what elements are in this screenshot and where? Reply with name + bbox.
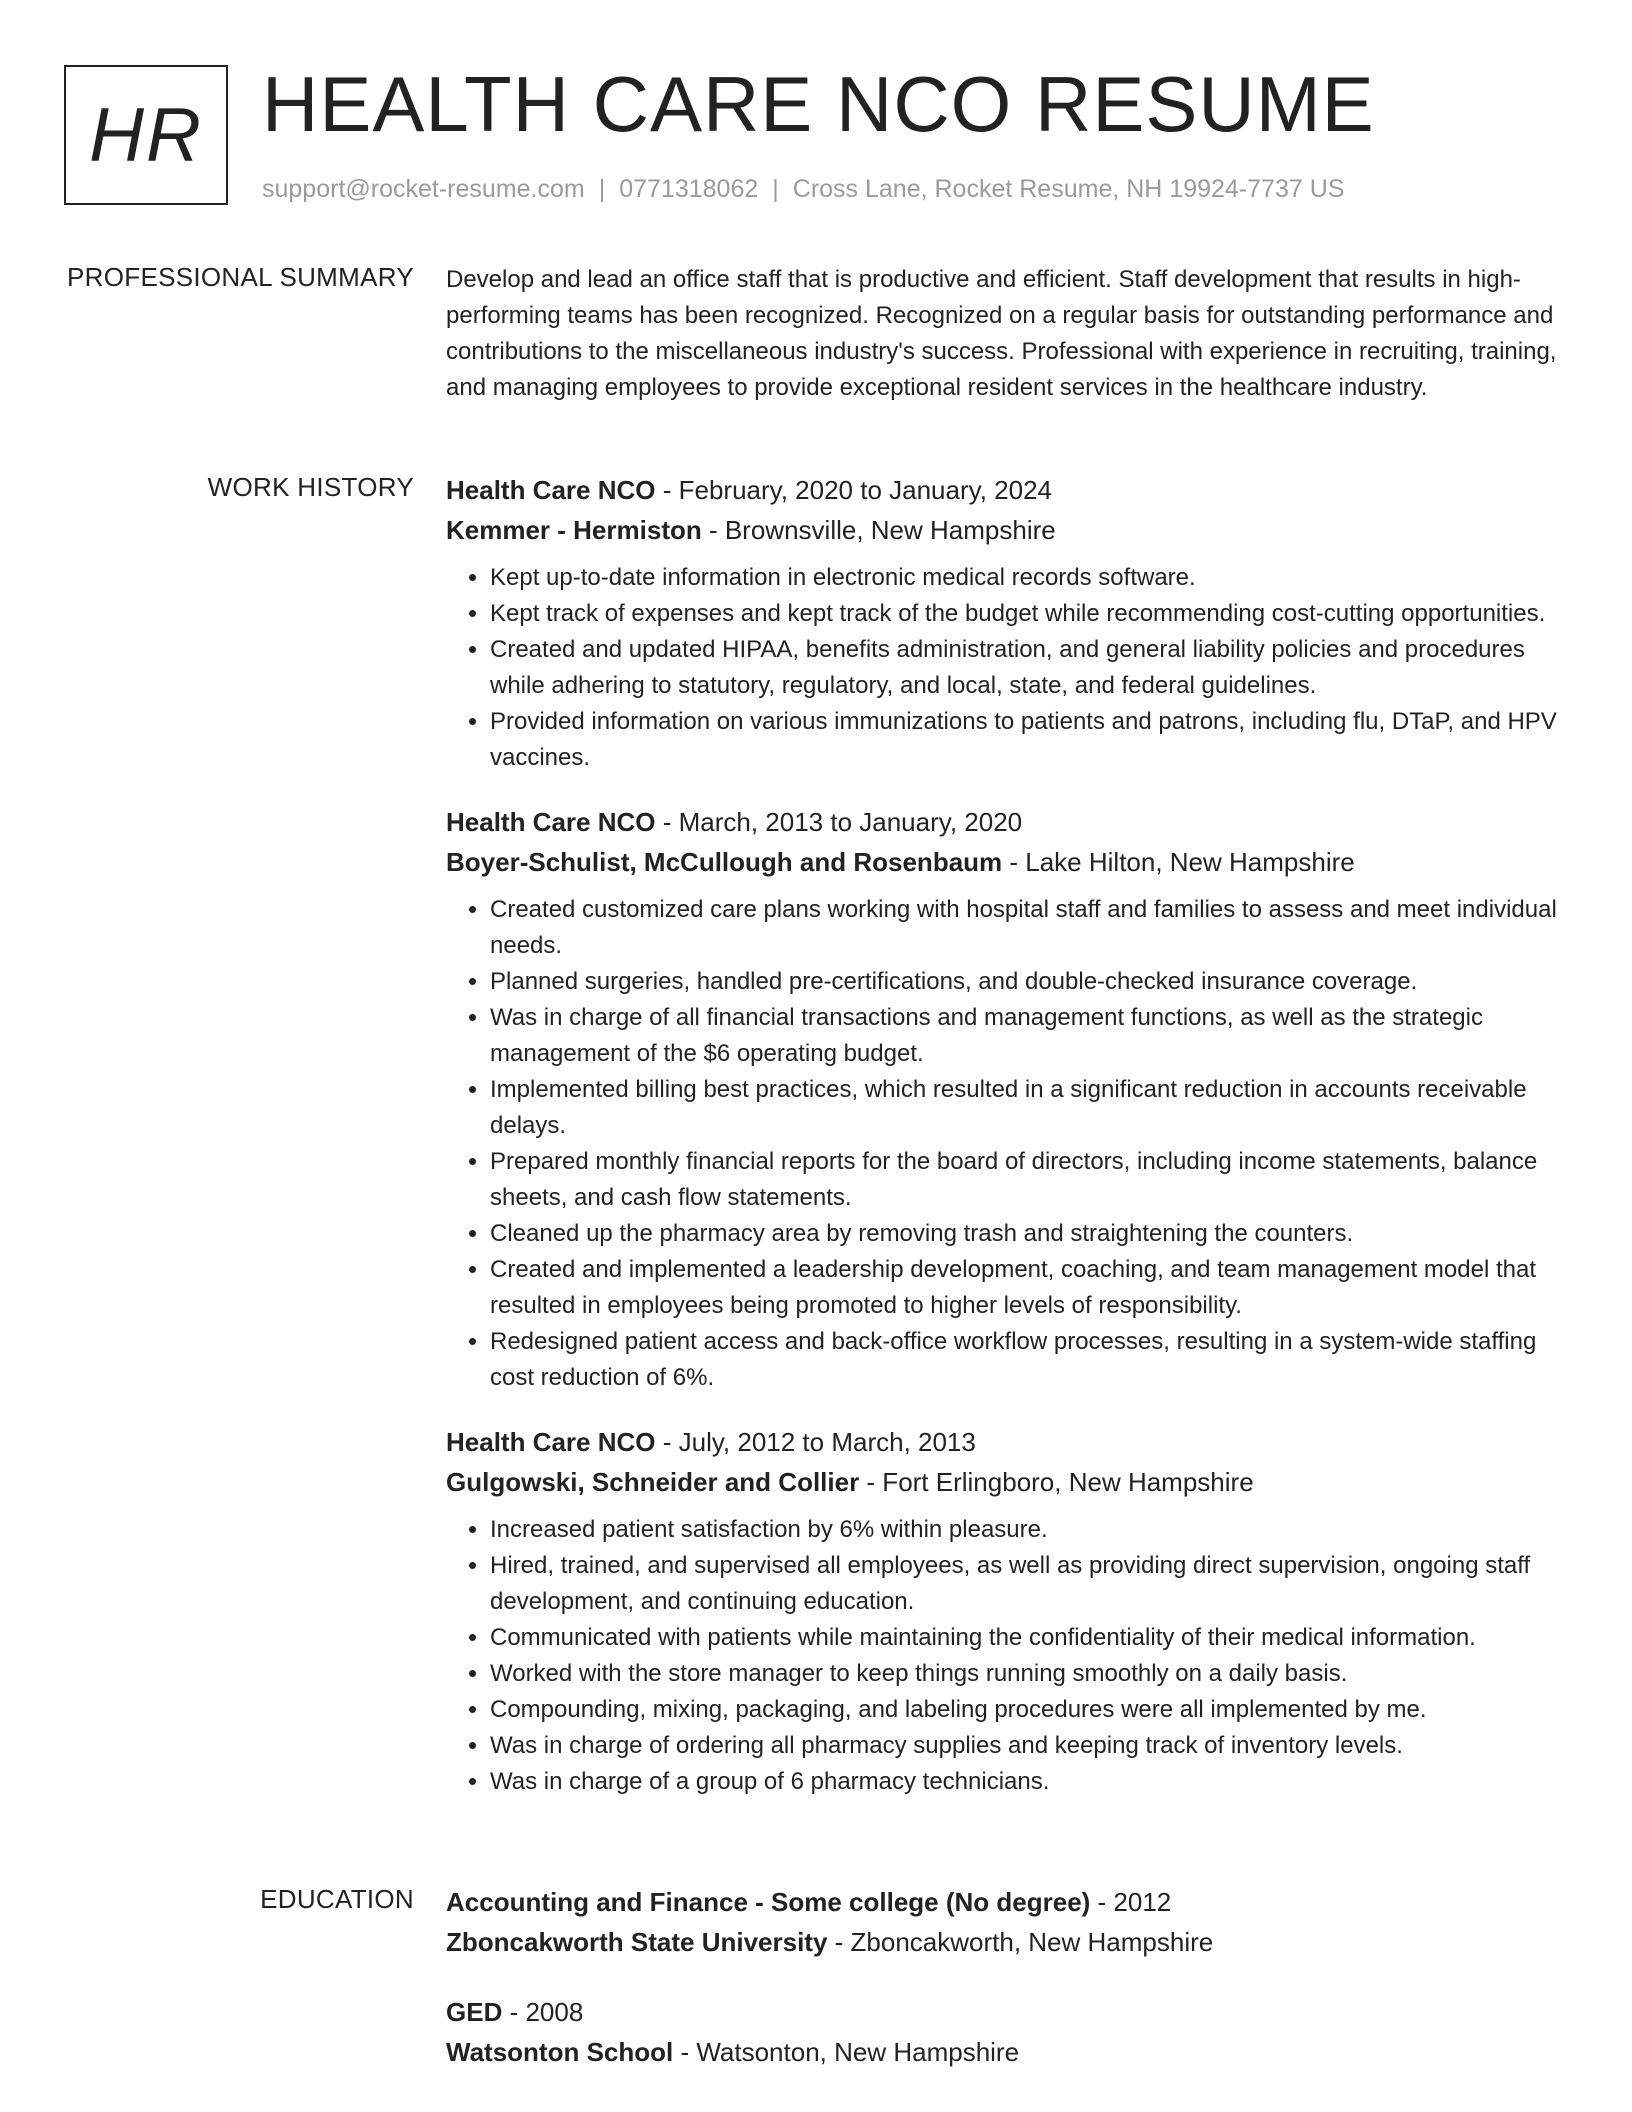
job-location: - Brownsville, New Hampshire: [701, 515, 1056, 545]
job-bullet: • Implemented billing best practices, which resulted in a significant reduction in accounts receivable delays.: [490, 1072, 1564, 1144]
resume-title: HEALTH CARE NCO RESUME: [262, 60, 1375, 148]
job-title-line: [446, 802, 1564, 842]
job-bullets: [446, 1512, 1564, 1800]
job-title: Health Care NCO: [446, 475, 656, 505]
job-employer: Gulgowski, Schneider and Collier: [446, 1467, 860, 1497]
education-location: - Watsonton, New Hampshire: [673, 2037, 1020, 2067]
summary-body: [446, 262, 1564, 406]
education-year: - 2012: [1090, 1887, 1172, 1917]
contact-separator: |: [772, 175, 779, 203]
contact-separator: |: [598, 175, 606, 203]
contact-email[interactable]: support@rocket-resume.com: [262, 175, 585, 203]
monogram-badge: HR: [64, 65, 228, 205]
job-dates: - March, 2013 to January, 2020: [655, 807, 1023, 837]
job-location: - Fort Erlingboro, New Hampshire: [859, 1467, 1254, 1497]
job-employer: Kemmer - Hermiston: [446, 515, 702, 545]
contact-address: Cross Lane, Rocket Resume, NH 19924-7737 US: [792, 175, 1345, 203]
job-bullets: [446, 892, 1564, 1396]
job-entry: [446, 1422, 1564, 1800]
job-bullet: • Increased patient satisfaction by 6% within pleasure.: [490, 1512, 1564, 1548]
job-dates: - July, 2012 to March, 2013: [655, 1427, 976, 1457]
job-employer: Boyer-Schulist, McCullough and Rosenbaum: [446, 847, 1003, 877]
job-bullet: • Was in charge of a group of 6 pharmacy technicians.: [490, 1764, 1564, 1800]
job-location: - Lake Hilton, New Hampshire: [1002, 847, 1355, 877]
job-entry: [446, 802, 1564, 1396]
job-bullet: • Created and updated HIPAA, benefits administration, and general liability policies and procedures while adhering to statutory, regulatory, and local, state, and federal guidelines.: [490, 632, 1564, 704]
work-history-heading: WORK HISTORY: [207, 472, 414, 502]
job-bullet: • Compounding, mixing, packaging, and labeling procedures were all implemented by me.: [490, 1692, 1564, 1728]
education-school: Watsonton School: [446, 2037, 674, 2067]
job-bullet: • Created and implemented a leadership development, coaching, and team management model that resulted in employees being promoted to higher levels of responsibility.: [490, 1252, 1564, 1324]
job-bullet: • Provided information on various immunizations to patients and patrons, including flu, DTaP, and HPV vaccines.: [490, 704, 1564, 776]
job-bullet: • Created customized care plans working with hospital staff and families to assess and meet individual needs.: [490, 892, 1564, 964]
job-dates: - February, 2020 to January, 2024: [655, 475, 1052, 505]
education-degree: Accounting and Finance - Some college (No degree): [446, 1887, 1091, 1917]
education-degree: GED: [446, 1997, 503, 2027]
job-employer-line: [446, 842, 1564, 882]
job-bullet: • Redesigned patient access and back-office workflow processes, resulting in a system-wide staffing cost reduction of 6%.: [490, 1324, 1564, 1396]
summary-text: Develop and lead an office staff that is productive and efficient. Staff development that results in high-performing teams has been recognized. Recognized on a regular basis for outstanding performance and contributions to the miscellaneous industry's success. Professional with experience in recruiting, training, and managing employees to provide exceptional resident services in the healthcare industry.: [446, 266, 1557, 401]
job-employer-line: [446, 510, 1564, 550]
job-title: Health Care NCO: [446, 1427, 656, 1457]
education-heading: EDUCATION: [260, 1884, 414, 1914]
education-school-line: [446, 2032, 1564, 2072]
job-bullet: • Was in charge of all financial transactions and management functions, as well as the strategic management of the $6 operating budget.: [490, 1000, 1564, 1072]
education-entry: [446, 1992, 1564, 2072]
education-year: - 2008: [502, 1997, 584, 2027]
education-school-line: [446, 1922, 1564, 1962]
job-bullet: • Hired, trained, and supervised all employees, as well as providing direct supervision, ongoing staff development, and continuing education.: [490, 1548, 1564, 1620]
job-bullet: • Cleaned up the pharmacy area by removing trash and straightening the counters.: [490, 1216, 1564, 1252]
job-title-line: [446, 1422, 1564, 1462]
job-bullet: • Worked with the store manager to keep things running smoothly on a daily basis.: [490, 1656, 1564, 1692]
education-location: - Zboncakworth, New Hampshire: [827, 1927, 1214, 1957]
job-entry: [446, 470, 1564, 776]
education-body: [446, 1882, 1564, 2102]
education-school: Zboncakworth State University: [446, 1927, 828, 1957]
job-employer-line: [446, 1462, 1564, 1502]
job-bullet: • Was in charge of ordering all pharmacy supplies and keeping track of inventory levels.: [490, 1728, 1564, 1764]
job-bullet: • Planned surgeries, handled pre-certifications, and double-checked insurance coverage.: [490, 964, 1564, 1000]
education-degree-line: [446, 1882, 1564, 1922]
job-title: Health Care NCO: [446, 807, 656, 837]
job-bullets: [446, 560, 1564, 776]
education-degree-line: [446, 1992, 1564, 2032]
job-bullet: • Prepared monthly financial reports for the board of directors, including income statements, balance sheets, and cash flow statements.: [490, 1144, 1564, 1216]
education-entry: [446, 1882, 1564, 1962]
job-bullet: • Kept up-to-date information in electronic medical records software.: [490, 560, 1564, 596]
contact-phone[interactable]: 0771318062: [619, 175, 759, 203]
job-bullet: • Communicated with patients while maintaining the confidentiality of their medical information.: [490, 1620, 1564, 1656]
job-bullet: • Kept track of expenses and kept track of the budget while recommending cost-cutting opportunities.: [490, 596, 1564, 632]
summary-heading: PROFESSIONAL SUMMARY: [67, 262, 414, 292]
job-title-line: [446, 470, 1564, 510]
contact-line: [262, 175, 1344, 204]
work-history-body: [446, 470, 1564, 1826]
